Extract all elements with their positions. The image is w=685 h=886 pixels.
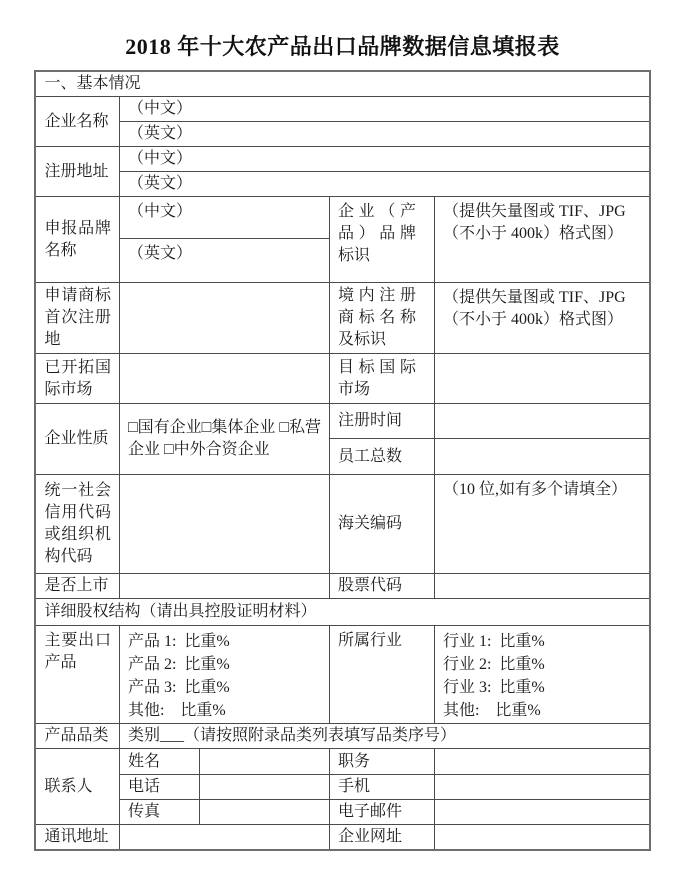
- declared-brand-en-cell: （英文）: [119, 239, 329, 283]
- product-line-3: 产品 3: 比重%: [127, 679, 230, 696]
- domestic-trademark-note: （提供矢量图或 TIF、JPG（不小于 400k）格式图）: [434, 283, 649, 354]
- product-category-value: 类别___（请按照附录品类列表填写品类序号）: [119, 724, 649, 749]
- contact-position-value-cell: [434, 749, 649, 775]
- product-category-label: 产品品类: [35, 724, 119, 749]
- industry-label: 所属行业: [329, 626, 434, 724]
- product-line-1: 产品 1: 比重%: [127, 633, 230, 650]
- customs-code-note: （10 位,如有多个请填全）: [434, 475, 649, 574]
- registered-address-cn-cell: （中文）: [119, 147, 649, 172]
- product-line-2: 产品 2: 比重%: [127, 656, 230, 673]
- contact-fax-value-cell: [199, 800, 329, 825]
- declared-brand-label: 申报品牌名称: [35, 197, 119, 283]
- industry-line-2: 行业 2: 比重%: [442, 656, 545, 673]
- registered-address-en-cell: （英文）: [119, 172, 649, 197]
- industry-line-other: 其他: 比重%: [442, 702, 541, 719]
- document-page: [0, 30, 685, 851]
- contact-position-label: 职务: [329, 749, 434, 775]
- company-website-value-cell: [434, 825, 649, 851]
- domestic-trademark-label: 境内注册商标名称及标识: [329, 283, 434, 354]
- stock-code-value-cell: [434, 574, 649, 599]
- company-name-en-cell: （英文）: [119, 122, 649, 147]
- stock-code-label: 股票代码: [329, 574, 434, 599]
- contact-phone-label: 电话: [119, 775, 199, 800]
- mailing-address-label: 通讯地址: [35, 825, 119, 851]
- main-export-products-list: [119, 626, 329, 724]
- contact-email-label: 电子邮件: [329, 800, 434, 825]
- developed-markets-value-cell: [119, 354, 329, 404]
- contact-mobile-value-cell: [434, 775, 649, 800]
- contact-email-value-cell: [434, 800, 649, 825]
- enterprise-nature-options: □国有企业□集体企业 □私营企业 □中外合资企业: [119, 404, 329, 475]
- industry-line-3: 行业 3: 比重%: [442, 679, 545, 696]
- industry-line-1: 行业 1: 比重%: [442, 633, 545, 650]
- employee-count-label: 员工总数: [329, 439, 434, 475]
- brand-logo-note: （提供矢量图或 TIF、JPG（不小于 400k）格式图）: [434, 197, 649, 283]
- report-form-table: [34, 70, 650, 851]
- page-title: 2018 年十大农产品出口品牌数据信息填报表: [125, 34, 560, 59]
- contact-fax-label: 传真: [119, 800, 199, 825]
- contact-mobile-label: 手机: [329, 775, 434, 800]
- brand-logo-label: 企业（产品）品牌标识: [329, 197, 434, 283]
- listed-label: 是否上市: [35, 574, 119, 599]
- company-name-label: 企业名称: [35, 97, 119, 147]
- listed-value-cell: [119, 574, 329, 599]
- industry-list: [434, 626, 649, 724]
- section-header-basic-info: 一、基本情况: [35, 71, 649, 97]
- credit-code-label: 统一社会信用代码或组织机构代码: [35, 475, 119, 574]
- mailing-address-value-cell: [119, 825, 329, 851]
- company-website-label: 企业网址: [329, 825, 434, 851]
- enterprise-nature-label: 企业性质: [35, 404, 119, 475]
- developed-markets-label: 已开拓国际市场: [35, 354, 119, 404]
- registered-address-label: 注册地址: [35, 147, 119, 197]
- employee-count-value-cell: [434, 439, 649, 475]
- customs-code-label: 海关编码: [329, 475, 434, 574]
- equity-structure-header: 详细股权结构（请出具控股证明材料）: [35, 599, 649, 626]
- main-export-products-label: 主要出口产品: [35, 626, 119, 724]
- trademark-first-registration-value-cell: [119, 283, 329, 354]
- contact-name-value-cell: [199, 749, 329, 775]
- registration-time-label: 注册时间: [329, 404, 434, 439]
- contact-name-label: 姓名: [119, 749, 199, 775]
- target-markets-value-cell: [434, 354, 649, 404]
- target-markets-label: 目标国际市场: [329, 354, 434, 404]
- registration-time-value-cell: [434, 404, 649, 439]
- contact-person-label: 联系人: [35, 749, 119, 825]
- company-name-cn-cell: （中文）: [119, 97, 649, 122]
- contact-phone-value-cell: [199, 775, 329, 800]
- declared-brand-cn-cell: （中文）: [119, 197, 329, 239]
- product-line-other: 其他: 比重%: [127, 702, 226, 719]
- trademark-first-registration-label: 申请商标首次注册地: [35, 283, 119, 354]
- credit-code-value-cell: [119, 475, 329, 574]
